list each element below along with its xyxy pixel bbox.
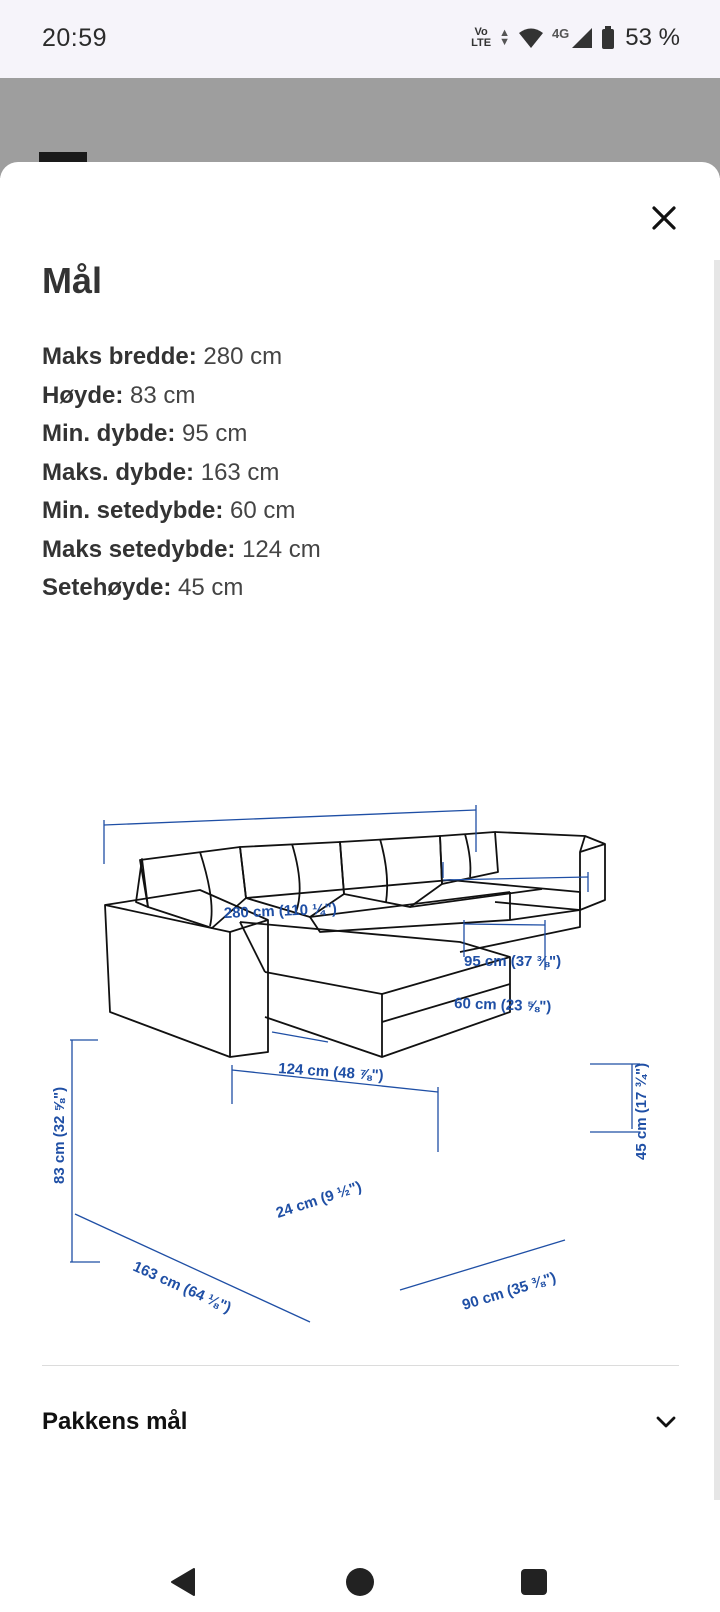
width-label: 280 cm (110 ¼") — [223, 900, 338, 922]
system-navigation-bar — [0, 1552, 720, 1612]
section-divider — [42, 1365, 679, 1366]
seat-depth-max-label: 124 cm (48 ⅞") — [277, 1060, 385, 1085]
nav-home-button[interactable] — [340, 1562, 380, 1602]
home-circle-icon — [345, 1567, 375, 1597]
height-label: 83 cm (32 ⅝") — [51, 1086, 68, 1184]
depth-min-label: 95 cm (37 ⅜") — [464, 953, 562, 970]
status-bar — [0, 0, 720, 78]
dimension-item: Min. setedybde: 60 cm — [42, 497, 296, 524]
close-icon — [644, 198, 684, 238]
package-dimensions-label: Pakkens mål — [42, 1408, 188, 1435]
dimension-item: Høyde: 83 cm — [42, 381, 196, 409]
back-triangle-icon — [169, 1567, 197, 1597]
battery-icon — [601, 26, 615, 50]
nav-recents-button[interactable] — [514, 1562, 554, 1602]
seat-depth-min-label: 60 cm (23 ⅝") — [453, 995, 552, 1016]
arm-width-label: 24 cm (9 ½") — [273, 1178, 364, 1222]
chevron-down-icon — [653, 1409, 679, 1435]
dimension-item: Maks setedybde: 124 cm — [42, 535, 321, 563]
seat-height-label: 45 cm (17 ¾") — [633, 1062, 650, 1160]
dimension-item: Maks bredde: 280 cm — [42, 343, 283, 370]
package-dimensions-accordion[interactable] — [42, 1392, 679, 1452]
dimension-lines — [70, 805, 640, 1322]
status-time: 20:59 — [42, 24, 108, 52]
sheet-title: Mål — [42, 260, 103, 301]
volte-indicator: Vo LTE — [471, 26, 492, 49]
data-activity-icon: ▲ ▼ — [499, 27, 510, 48]
signal-icon — [571, 27, 593, 49]
dimension-item: Setehøyde: 45 cm — [42, 574, 244, 601]
nav-back-button[interactable] — [163, 1562, 203, 1602]
recents-square-icon — [520, 1568, 548, 1596]
depth-max-label: 163 cm (64 ⅛") — [130, 1258, 234, 1317]
sofa-dimension-diagram — [40, 732, 680, 1317]
scrollbar[interactable] — [714, 260, 720, 1500]
dimension-list — [42, 338, 321, 608]
dimensions-sheet — [0, 162, 720, 1552]
close-button[interactable] — [644, 198, 684, 238]
sofa-drawing — [105, 832, 605, 1057]
battery-percentage: 53 % — [625, 24, 680, 51]
dimension-item: Min. dybde: 95 cm — [42, 420, 248, 447]
chaise-width-label: 90 cm (35 ⅜") — [460, 1269, 559, 1314]
status-icons — [471, 22, 680, 54]
dimension-item: Maks. dybde: 163 cm — [42, 458, 280, 486]
wifi-icon — [518, 27, 544, 49]
network-type: 4G — [551, 25, 570, 41]
